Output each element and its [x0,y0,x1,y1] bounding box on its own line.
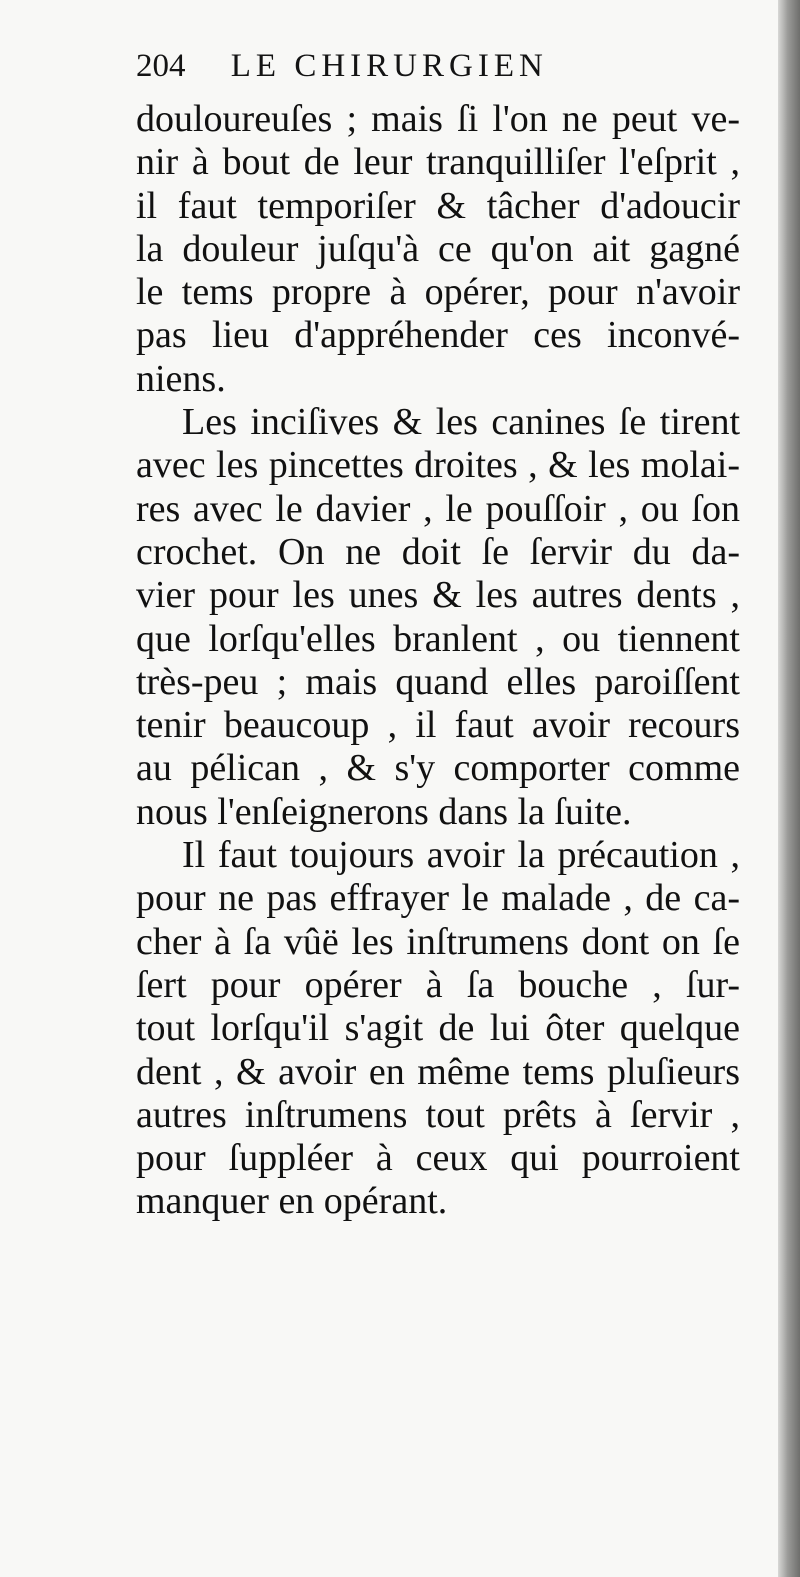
running-head [136,48,736,98]
text-line: manquer en opérant. [136,1180,448,1223]
text-line: pour ſuppléer à ceux qui pourroient [136,1137,740,1180]
running-title: LE CHIRURGIEN [230,48,548,84]
text-line: avec les pincettes droites , & les molai- [136,444,740,487]
text-line: pas lieu d'appréhender ces inconvé- [136,314,740,357]
text-line: pour ne pas effrayer le malade , de ca- [136,877,740,920]
page-edge-shadow [778,0,800,1577]
page-number: 204 [136,48,186,84]
text-line: vier pour les unes & les autres dents , [136,574,740,617]
body-text [136,98,740,1224]
text-line: autres inſtrumens tout prêts à ſervir , [136,1093,740,1136]
text-line: ſert pour opérer à ſa bouche , ſur- [136,963,740,1006]
text-line: Il faut toujours avoir la précaution , [182,834,740,877]
text-line: la douleur juſqu'à ce qu'on ait gagné [136,227,740,270]
text-line: nous l'enſeignerons dans la ſuite. [136,790,632,833]
text-line: crochet. On ne doit ſe ſervir du da- [136,530,740,573]
text-line: res avec le davier , le pouſſoir , ou ſon [136,487,740,530]
text-line: au pélican , & s'y comporter comme [136,747,740,790]
text-line: douloureuſes ; mais ſi l'on ne peut ve- [136,98,740,140]
text-line: dent , & avoir en même tems pluſieurs [136,1050,740,1093]
text-line: Les inciſives & les canines ſe tirent [182,401,740,444]
text-line: très-peu ; mais quand elles paroiſſent [136,660,740,703]
text-line: que lorſqu'elles branlent , ou tiennent [136,617,740,660]
text-line: le tems propre à opérer, pour n'avoir [136,271,740,314]
text-line: cher à ſa vûë les inſtrumens dont on ſe [136,920,740,963]
text-line: tout lorſqu'il s'agit de lui ôter quelque [136,1007,740,1050]
text-line: nir à bout de leur tranquilliſer l'eſprit , [136,141,740,184]
text-line: tenir beaucoup , il faut avoir recours [136,704,740,747]
text-line: niens. [136,357,226,400]
text-line: il faut temporiſer & tâcher d'adoucir [136,184,740,227]
